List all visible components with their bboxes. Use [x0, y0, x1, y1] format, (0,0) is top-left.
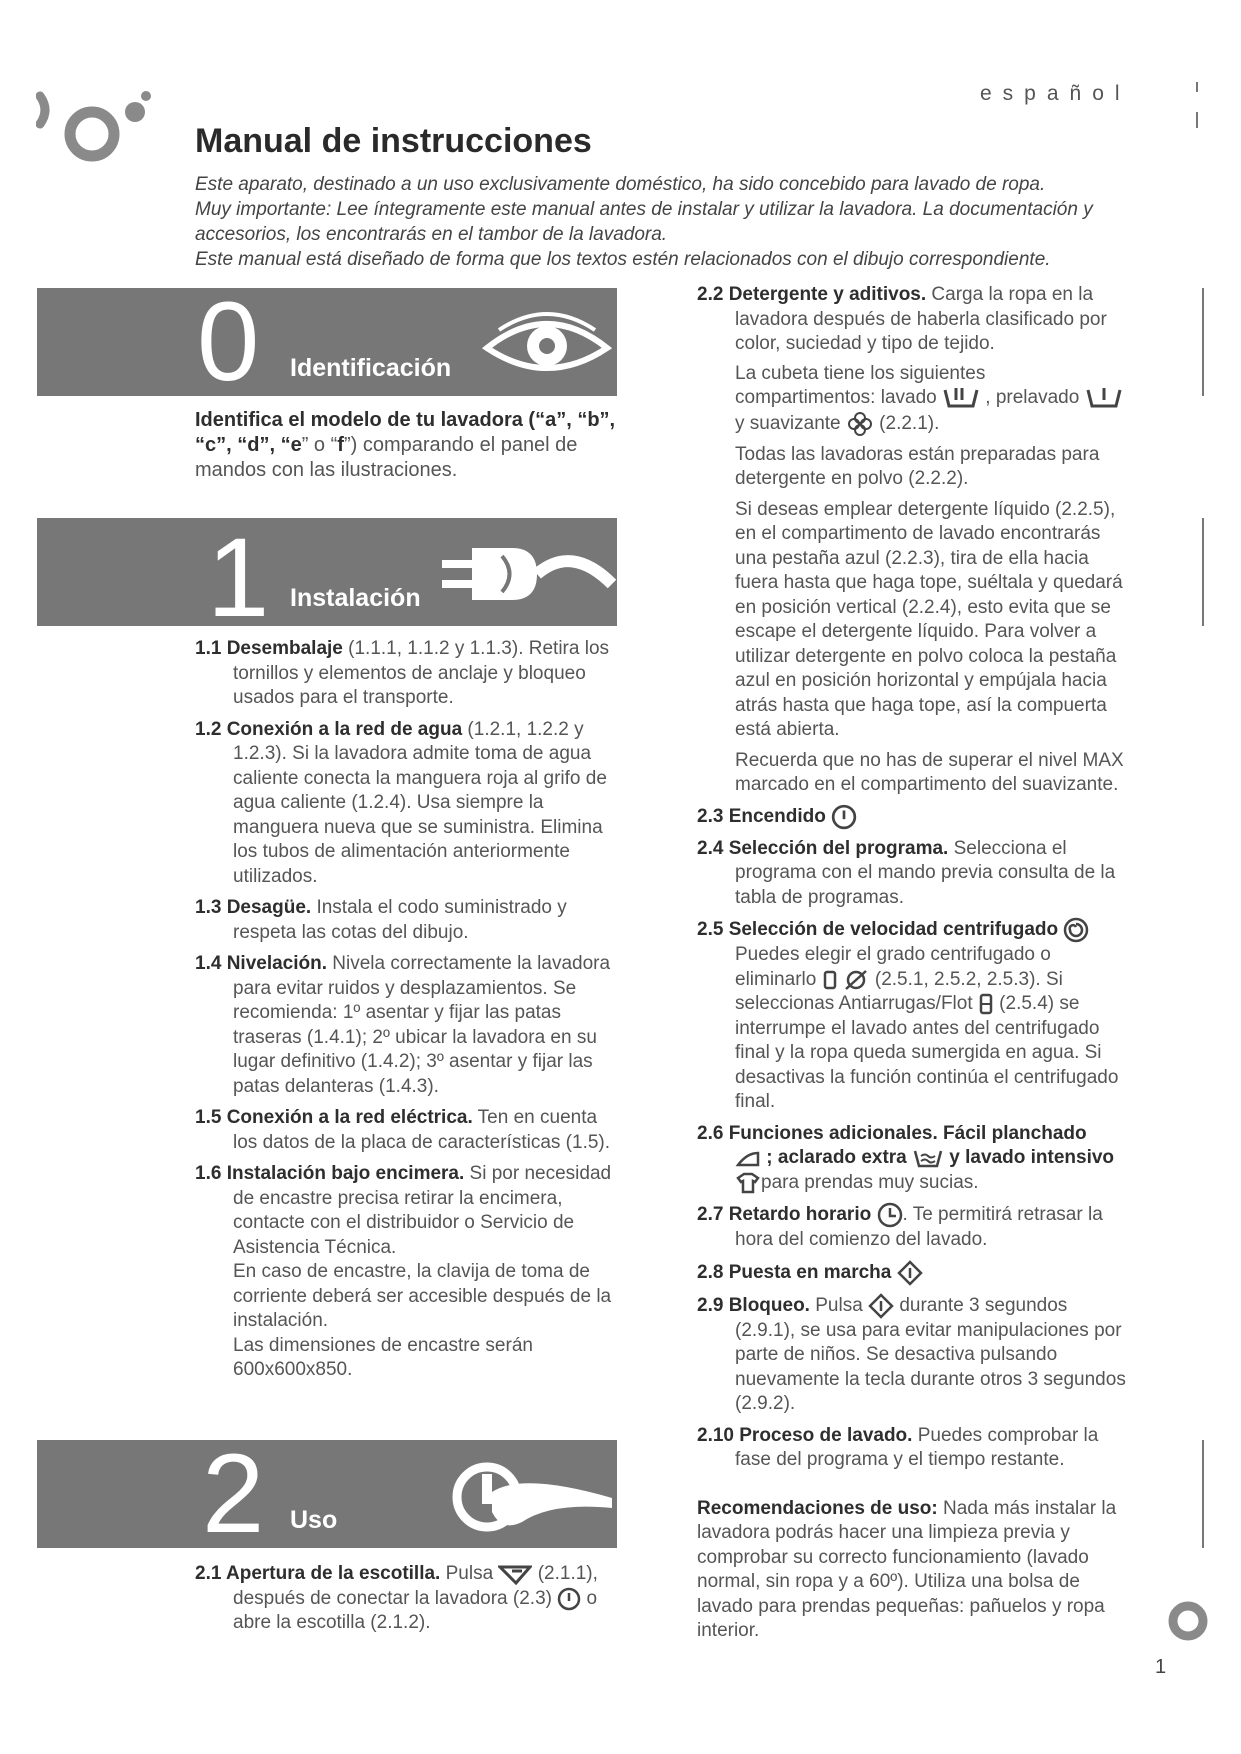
- wash-compartment-icon: [942, 386, 980, 410]
- right-column: [697, 283, 1127, 1644]
- page-number: 1: [1155, 1656, 1167, 1678]
- eye-icon: [477, 308, 617, 383]
- edge-mark: [1202, 1440, 1204, 1548]
- section-number: 1: [207, 515, 270, 640]
- section-banner-identificacion: [37, 279, 617, 404]
- paragraph: Las dimensiones de encastre serán 600x600x850.: [233, 1334, 533, 1380]
- paragraph: La cubeta tiene los siguientes compartimentos: lavado , prelavado y suavizante (2.2.1).: [735, 362, 1127, 437]
- start-icon: [868, 1293, 894, 1319]
- use-item-2-1: [195, 1562, 625, 1643]
- list-item: 2.10 Proceso de lavado. Puedes comprobar la fase del programa y el tiempo restante.: [697, 1424, 1099, 1471]
- prewash-compartment-icon: [1085, 386, 1123, 410]
- edge-mark: [1196, 112, 1198, 128]
- section-banner-instalacion: [37, 515, 617, 640]
- list-item: 2.1 Apertura de la escotilla. Pulsa (2.1.1), después de conectar la lavadora (2.3) o abre la escotilla (2.1.2).: [195, 1563, 598, 1634]
- language-label: español: [980, 82, 1131, 105]
- section-label: Identificación: [290, 354, 452, 382]
- section-number: 0: [197, 279, 260, 404]
- no-spin-icon: [822, 969, 870, 991]
- paragraph: En caso de encastre, la clavija de toma de corriente deberá ser accesible después de la instalación.: [233, 1261, 612, 1331]
- list-item: 1.4 Nivelación. Nivela correctamente la lavadora para evitar ruidos y desplazamientos. Se recomienda: 1º asentar y fijar las patas traseras (1.4.1); 2º ubicar la lavadora en su lugar definitivo (1.4.2); 3º asentar y fijar las patas delanteras (1.4.3).: [195, 953, 611, 1097]
- list-item: 2.5 Selección de velocidad centrifugado Puedes elegir el grado centrifugado o eliminarlo (2.5.1, 2.5.2, 2.5.3). Si seleccionas Antiarrugas/Flot (2.5.4) se interrumpe el lavado antes del centrifugado final y la ropa queda sumergida en agua. Si desactivas la función continúa el centrifugado final.: [697, 917, 1127, 1115]
- decorative-ring: [1163, 1596, 1209, 1646]
- softener-flower-icon: [846, 411, 874, 437]
- list-item: 1.3 Desagüe. Instala el codo suministrado y respeta las cotas del dibujo.: [195, 897, 567, 943]
- intro-line: Muy importante: Lee íntegramente este manual antes de instalar y utilizar la lavadora. La documentación y accesorios, los encontrarás en el tambor de la lavadora.: [195, 199, 1093, 245]
- extra-rinse-icon: [912, 1147, 944, 1169]
- antiwrinkle-icon: [978, 993, 994, 1015]
- edge-mark: [1202, 518, 1204, 626]
- list-item: 1.1 Desembalaje (1.1.1, 1.1.2 y 1.1.3). Retira los tornillos y elementos de anclaje y bloqueo usados para el transporte.: [195, 638, 610, 708]
- list-item: 2.6 Funciones adicionales. Fácil planchado ; aclarado extra y lavado intensivo para prendas muy sucias.: [697, 1122, 1115, 1193]
- page-title: Manual de instrucciones: [195, 122, 592, 160]
- edge-mark: [1196, 82, 1198, 92]
- paragraph: Si deseas emplear detergente líquido (2.2.5), en el compartimento de lavado encontrarás una pestaña azul (2.2.3), tira de ella hacia fuera hasta que haga tope, suéltala y quedará en posición vertical (2.2.4), esto evita que se escape el detergente líquido. Para volver a utilizar detergente en polvo coloca la pestaña azul en posición horizontal y empújala hacia atrás hasta que haga tope, así la compuerta está abierta.: [735, 498, 1123, 741]
- power-icon: [557, 1587, 581, 1611]
- list-item: 2.2 Detergente y aditivos. Carga la ropa en la lavadora después de haberla clasificado por color, suciedad y tipo de tejido.: [697, 284, 1107, 354]
- identify-text: Identifica el modelo de tu lavadora (“a”, “b”, “c”, “d”, “e” o “f”) comparando el panel de mandos con las ilustraciones.: [195, 409, 616, 481]
- brand-logo: [36, 76, 160, 166]
- start-icon: [897, 1260, 923, 1286]
- power-icon: [831, 804, 857, 830]
- section-label: Uso: [290, 1506, 338, 1534]
- intro-text: [195, 172, 1155, 272]
- installation-list: [195, 637, 625, 1389]
- intro-line: Este manual está diseñado de forma que los textos estén relacionados con el dibujo correspondiente.: [195, 249, 1051, 270]
- list-item: 2.3 Encendido: [697, 804, 1127, 830]
- paragraph: Todas las lavadoras están preparadas para detergente en polvo (2.2.2).: [735, 443, 1100, 490]
- delay-timer-icon: [877, 1202, 903, 1228]
- finger-button-icon: [442, 1452, 617, 1542]
- list-item: 1.6 Instalación bajo encimera. Si por necesidad de encastre precisa retirar la encimera, contacte con el distribuidor o Servicio de Asistencia Técnica.: [195, 1163, 612, 1258]
- list-item: 2.8 Puesta en marcha: [697, 1260, 1127, 1286]
- spin-icon: [1063, 917, 1089, 943]
- section-banner-uso: [37, 1431, 617, 1556]
- edge-mark: [1202, 288, 1204, 396]
- list-item: 2.7 Retardo horario . Te permitirá retrasar la hora del comienzo del lavado.: [697, 1202, 1127, 1253]
- list-item: 2.9 Bloqueo. Pulsa durante 3 segundos (2.9.1), se usa para evitar manipulaciones por parte de niños. Se desactiva pulsando nuevamente la tecla durante otros 3 segundos (2.9.2).: [697, 1293, 1127, 1417]
- paragraph: Recuerda que no has de superar el nivel MAX marcado en el compartimento del suavizante.: [735, 749, 1124, 796]
- recommendations: Recomendaciones de uso: Nada más instalar la lavadora podrás hacer una limpieza previa y comprobar su correcto funcionamiento (lavado normal, sin ropa y a 60º). Utiliza una bolsa de lavado para prendas pequeñas: pañuelos y ropa interior.: [697, 1497, 1117, 1642]
- intensive-wash-icon: [735, 1171, 761, 1195]
- section-number: 2: [202, 1431, 265, 1556]
- intro-line: Este aparato, destinado a un uso exclusivamente doméstico, ha sido concebido para lavado de ropa.: [195, 174, 1046, 195]
- list-item: 2.4 Selección del programa. Selecciona el programa con el mando previa consulta de la tabla de programas.: [697, 837, 1116, 908]
- plug-icon: [442, 534, 617, 614]
- easy-iron-icon: [735, 1147, 761, 1169]
- list-item: 1.2 Conexión a la red de agua (1.2.1, 1.2.2 y 1.2.3). Si la lavadora admite toma de agua caliente conecta la manguera roja al grifo de agua caliente (1.2.4). Usa siempre la manguera nueva que se suministra. Elimina los tubos de alimentación anteriormente utilizados.: [195, 718, 607, 887]
- section-label: Instalación: [290, 584, 421, 612]
- door-open-icon: [498, 1563, 532, 1585]
- list-item: 1.5 Conexión a la red eléctrica. Ten en cuenta los datos de la placa de características (1.5).: [195, 1107, 611, 1153]
